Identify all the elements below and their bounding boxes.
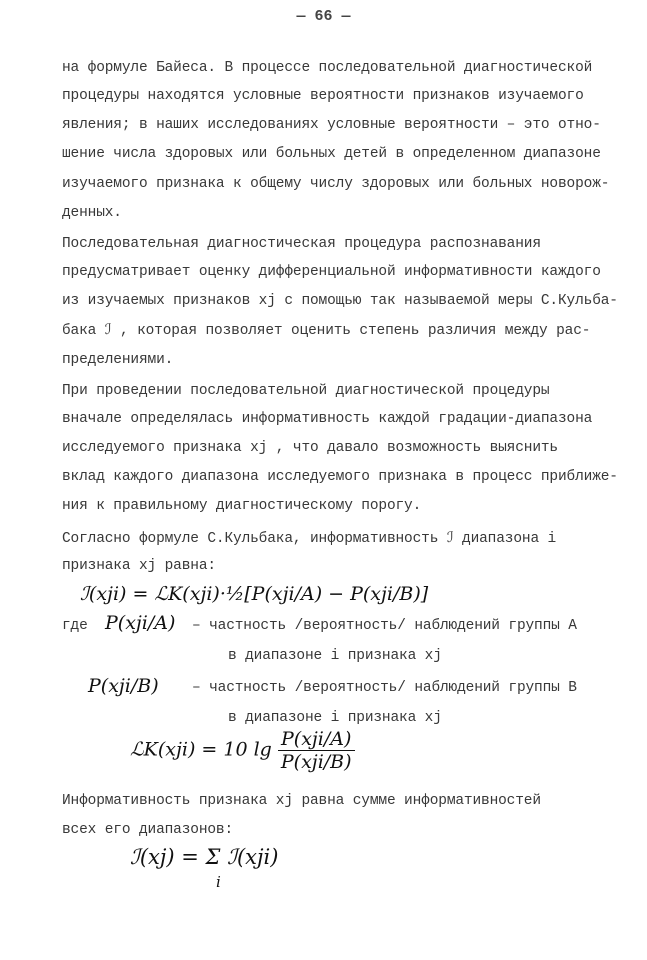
formula-dk-fraction [278,728,355,773]
text-line-9: из изучаемых признаков xj с помощью так называемой меры С.Кульба- [62,293,618,309]
text-line-16: ния к правильному диагностическому порогу. [62,498,422,514]
formula-dk-denominator: P(xji/B) [280,751,352,773]
text-line-2: процедуры находятся условные вероятности признаков изучаемого [62,88,584,104]
text-line-6: денных. [62,205,122,221]
formula-sum-index: i [216,873,221,891]
text-line-15: вклад каждого диапазона исследуемого признака в процесс приближе- [62,469,618,485]
text-line-14: исследуемого признака xj , что давало возможность выяснить [62,440,558,456]
formula-dk [130,728,355,773]
formula-information-range: ℐ(xji) = ℒK(xji)·½[P(xji/A) − P(xji/B)] [80,583,429,605]
formula-total-information: ℐ(xj) = Σ ℐ(xji) [130,845,279,869]
text-line-8: предусматривает оценку дифференциальной информативности каждого [62,264,601,280]
formula-p-group-b: P(xji/B) [88,675,159,697]
text-line-23: Информативность признака xj равна сумме информативностей [62,793,541,809]
formula-dk-numerator: P(xji/A) [278,728,355,751]
text-line-7: Последовательная диагностическая процедура распознавания [62,236,541,252]
text-line-21: – частность /вероятность/ наблюдений группы В [192,680,577,696]
text-line-4: шение числа здоровых или больных детей в определенном диапазоне [62,146,601,162]
text-line-18: признака xj равна: [62,558,216,574]
text-line-10: бака ℐ , которая позволяет оценить степень различия между рас- [62,323,591,339]
text-line-13: вначале определялась информативность каждой градации-диапазона [62,411,593,427]
text-line-17: Согласно формуле С.Кульбака, информативность ℐ диапазона i [62,531,557,547]
text-line-5: изучаемого признака к общему числу здоровых или больных новорож- [62,176,610,192]
text-line-24: всех его диапазонов: [62,822,234,838]
page-number: — 66 — [296,8,351,25]
formula-p-group-a: P(xji/A) [105,612,176,634]
text-line-22: в диапазоне i признака xj [228,710,442,726]
text-line-3: явления; в наших исследованиях условные вероятности – это отно- [62,117,601,133]
text-line-19: – частность /вероятность/ наблюдений группы А [192,618,577,634]
text-where: где [62,618,88,634]
text-line-1: на формуле Байеса. В процессе последовательной диагностической [62,60,593,76]
text-line-20: в диапазоне i признака xj [228,648,442,664]
text-line-11: пределениями. [62,352,174,368]
formula-dk-lhs: ℒK(xji) = 10 lg [130,738,272,761]
text-line-12: При проведении последовательной диагностической процедуры [62,383,550,399]
